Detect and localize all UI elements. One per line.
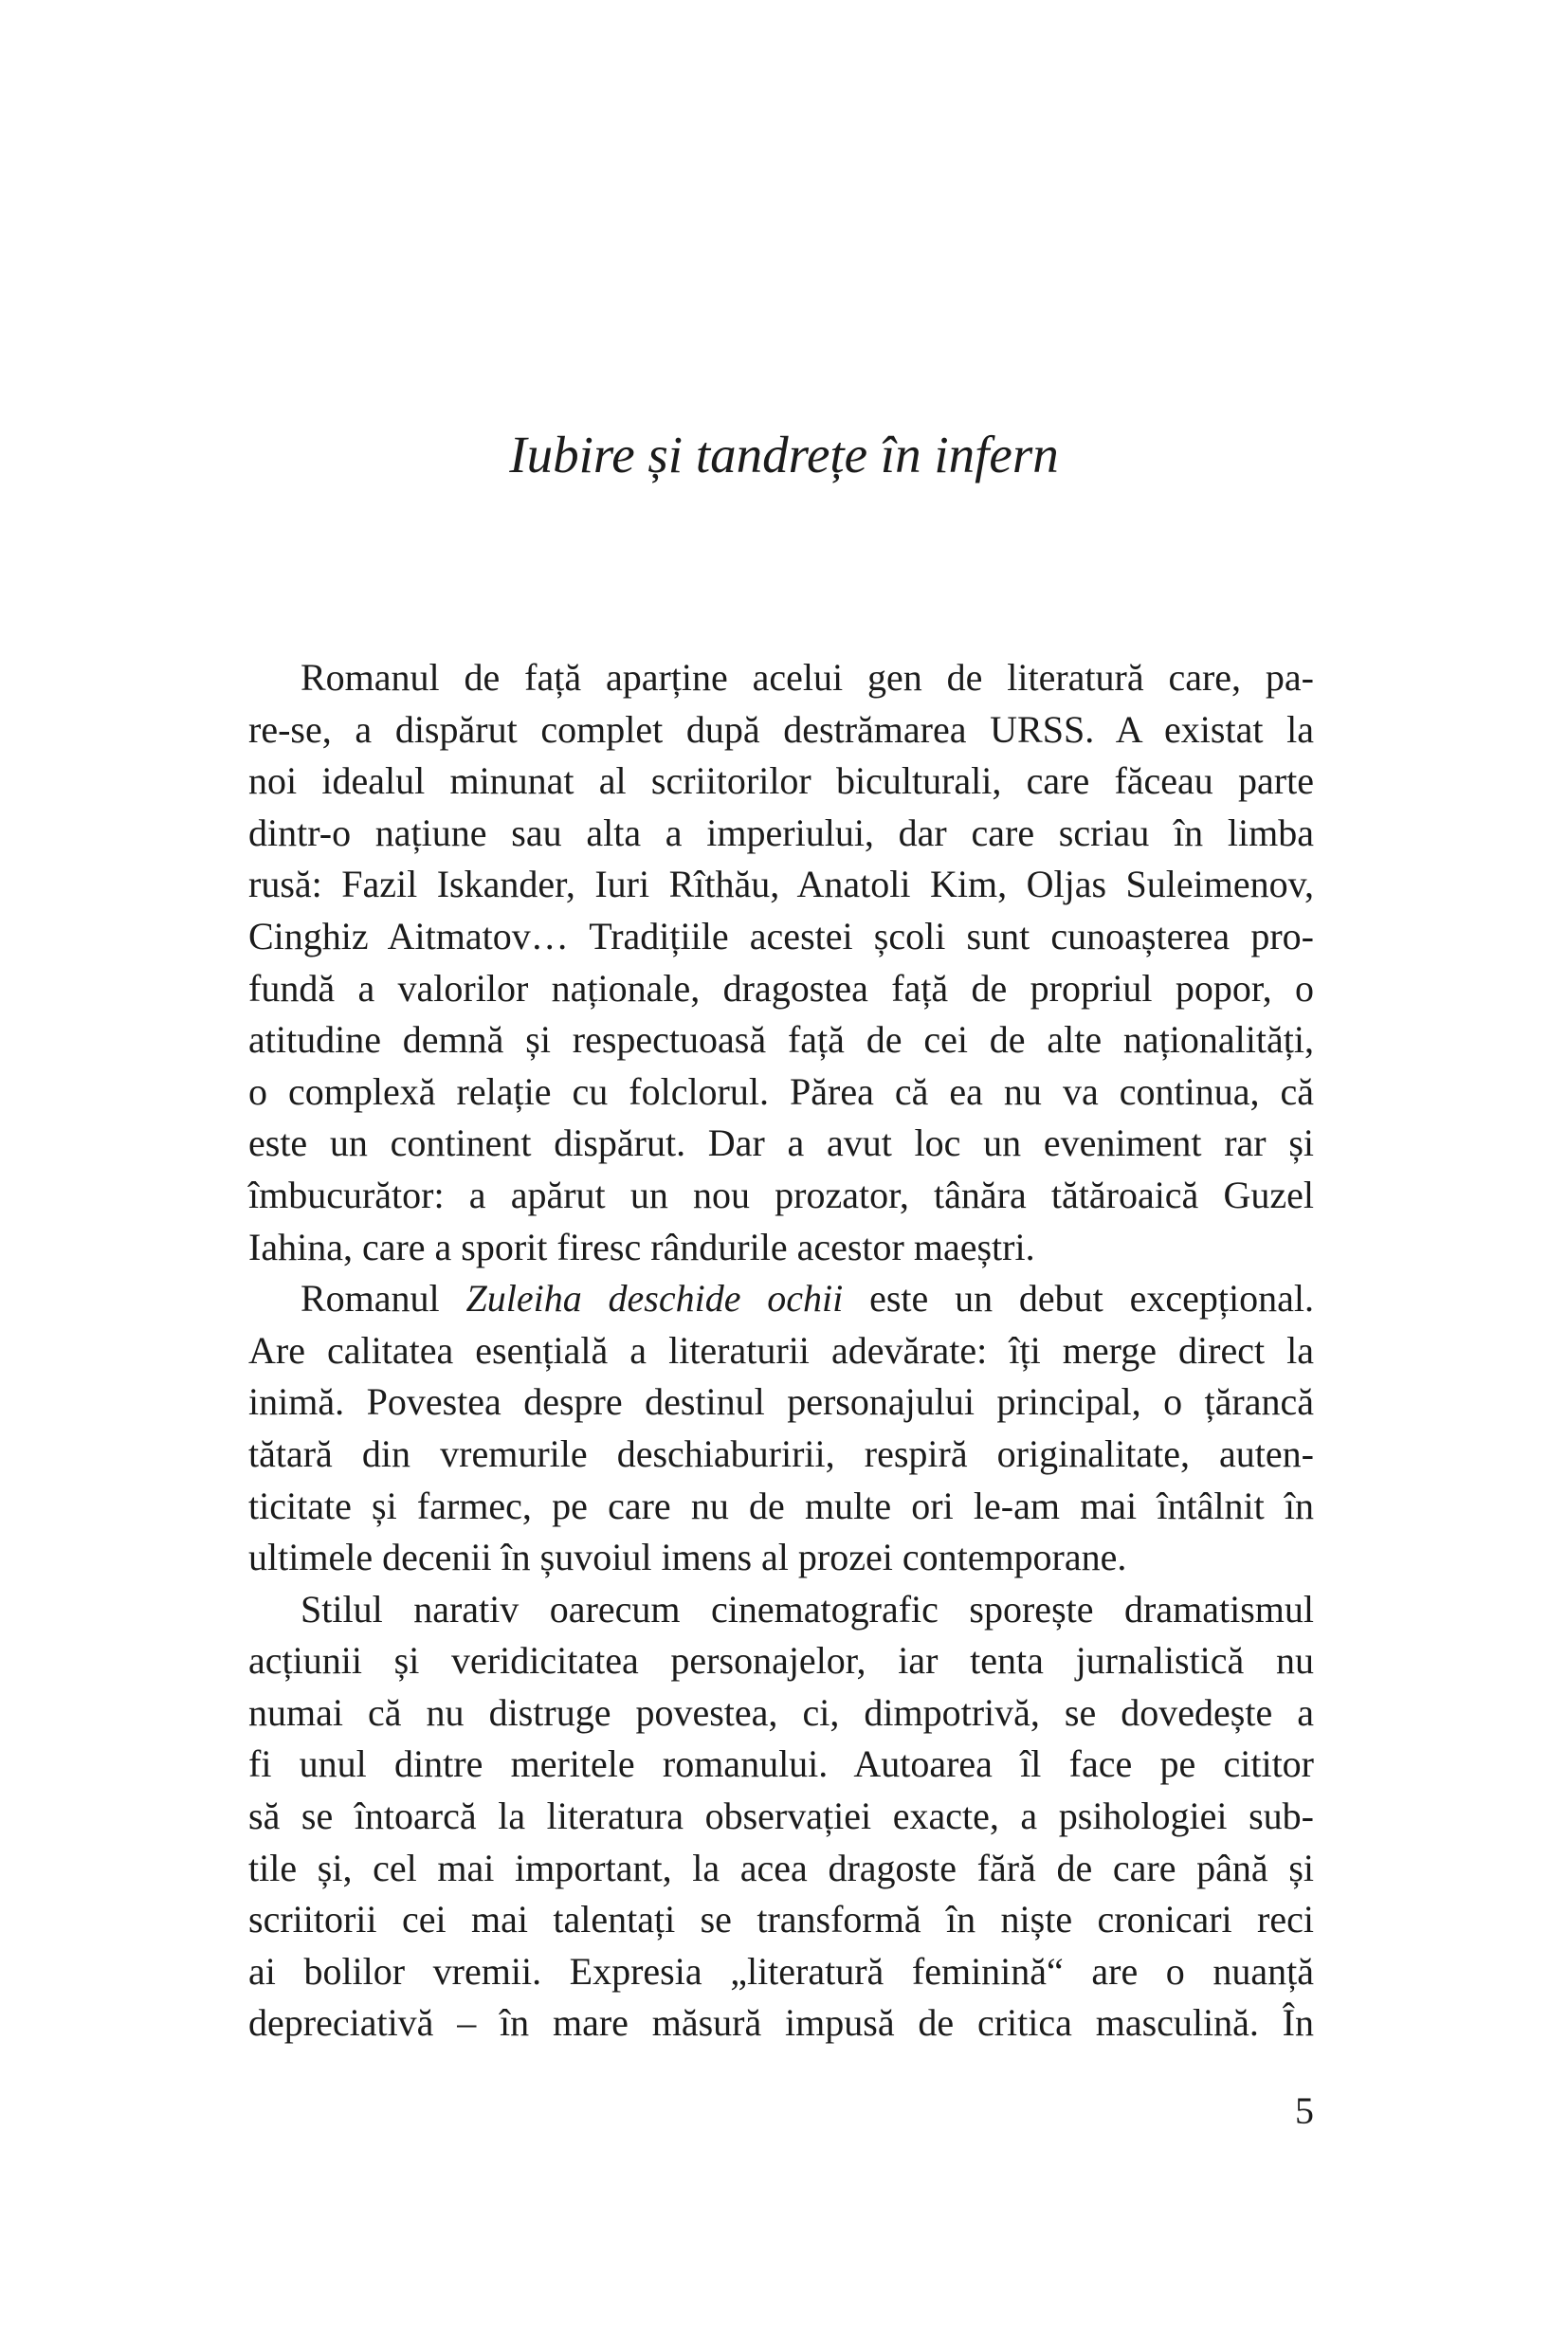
text-line <box>248 1429 1314 1481</box>
text-segment: fundă a valorilor naționale, dragostea față de propriul popor, o <box>248 966 1314 1010</box>
text-segment: atitudine demnă și respectuoasă față de cei de alte naționalități, <box>248 1018 1314 1062</box>
text-line <box>248 1946 1314 1998</box>
text-segment: Stilul narativ oarecum cinematografic sporește dramatismul <box>301 1587 1314 1631</box>
text-line <box>248 704 1314 756</box>
text-segment: depreciativă – în mare măsură impusă de critica masculină. În <box>248 2001 1314 2045</box>
text-line <box>248 1222 1314 1274</box>
text-line <box>248 1584 1314 1636</box>
text-segment: este un debut excepțional. <box>843 1277 1314 1321</box>
text-line <box>248 963 1314 1015</box>
text-segment: noi idealul minunat al scriitorilor biculturali, care făceau parte <box>248 759 1314 803</box>
text-segment: ai bolilor vremii. Expresia „literatură feminină“ are o nuanță <box>248 1949 1314 1993</box>
text-segment: ultimele decenii în șuvoiul imens al prozei contemporane. <box>248 1536 1127 1579</box>
text-line <box>248 1376 1314 1429</box>
text-line <box>248 1532 1314 1584</box>
text-line <box>248 652 1314 704</box>
text-segment: Cinghiz Aitmatov… Tradițiile acestei școli sunt cunoașterea pro- <box>248 914 1314 957</box>
text-line <box>248 1739 1314 1791</box>
text-segment: tătară din vremurile deschiaburirii, respiră originalitate, auten- <box>248 1431 1314 1475</box>
text-line <box>248 1894 1314 1946</box>
text-line <box>248 808 1314 860</box>
text-segment: să se întoarcă la literatura observației exacte, a psihologiei sub- <box>248 1795 1314 1838</box>
text-line <box>248 1635 1314 1687</box>
text-segment: tile și, cel mai important, la acea dragoste fără de care până și <box>248 1846 1314 1889</box>
text-segment: fi unul dintre meritele romanului. Autoarea îl face pe cititor <box>248 1742 1314 1786</box>
text-line <box>248 859 1314 911</box>
text-segment: rusă: Fazil Iskander, Iuri Rîthău, Anatoli Kim, Oljas Suleimenov, <box>248 863 1314 906</box>
text-line <box>248 1997 1314 2050</box>
text-segment: re-se, a dispărut complet după destrămarea URSS. A existat la <box>248 707 1314 751</box>
page-number: 5 <box>1295 2089 1314 2132</box>
text-line <box>248 1481 1314 1533</box>
text-segment: o complexă relație cu folclorul. Părea că ea nu va continua, că <box>248 1069 1314 1113</box>
text-segment: Romanul <box>301 1277 466 1321</box>
text-segment: acțiunii și veridicitatea personajelor, iar tenta jurnalistică nu <box>248 1639 1314 1683</box>
text-segment: Are calitatea esențială a literaturii adevărate: îți merge direct la <box>248 1328 1314 1372</box>
text-segment: numai că nu distruge povestea, ci, dimpotrivă, se dovedește a <box>248 1690 1314 1734</box>
text-segment: Iahina, care a sporit firesc rândurile acestor maeștri. <box>248 1225 1035 1268</box>
text-segment: este un continent dispărut. Dar a avut loc un eveniment rar și <box>248 1121 1314 1165</box>
text-line <box>248 1791 1314 1843</box>
text-line <box>248 1066 1314 1119</box>
text-line <box>248 1687 1314 1740</box>
book-title-italic: Zuleiha deschide ochii <box>465 1277 844 1321</box>
text-segment: îmbucurător: a apărut un nou prozator, tânăra tătăroaică Guzel <box>248 1173 1314 1216</box>
text-line <box>248 1118 1314 1170</box>
text-segment: inimă. Povestea despre destinul personajului principal, o țărancă <box>248 1380 1314 1424</box>
text-segment: Romanul de față aparține acelui gen de literatură care, pa- <box>301 656 1314 699</box>
body-text <box>248 652 1314 2050</box>
text-segment: dintr-o națiune sau alta a imperiului, dar care scriau în limba <box>248 811 1314 854</box>
text-line <box>248 911 1314 963</box>
text-segment: ticitate și farmec, pe care nu de multe ori le-am mai întâlnit în <box>248 1484 1314 1527</box>
chapter-title: Iubire și tandrețe în infern <box>509 426 1059 483</box>
text-line <box>248 1170 1314 1222</box>
text-line <box>248 1273 1314 1325</box>
text-line <box>248 1325 1314 1377</box>
text-segment: scriitorii cei mai talentați se transformă în niște cronicari reci <box>248 1898 1314 1941</box>
text-line <box>248 1843 1314 1895</box>
text-line <box>248 756 1314 808</box>
text-line <box>248 1014 1314 1066</box>
